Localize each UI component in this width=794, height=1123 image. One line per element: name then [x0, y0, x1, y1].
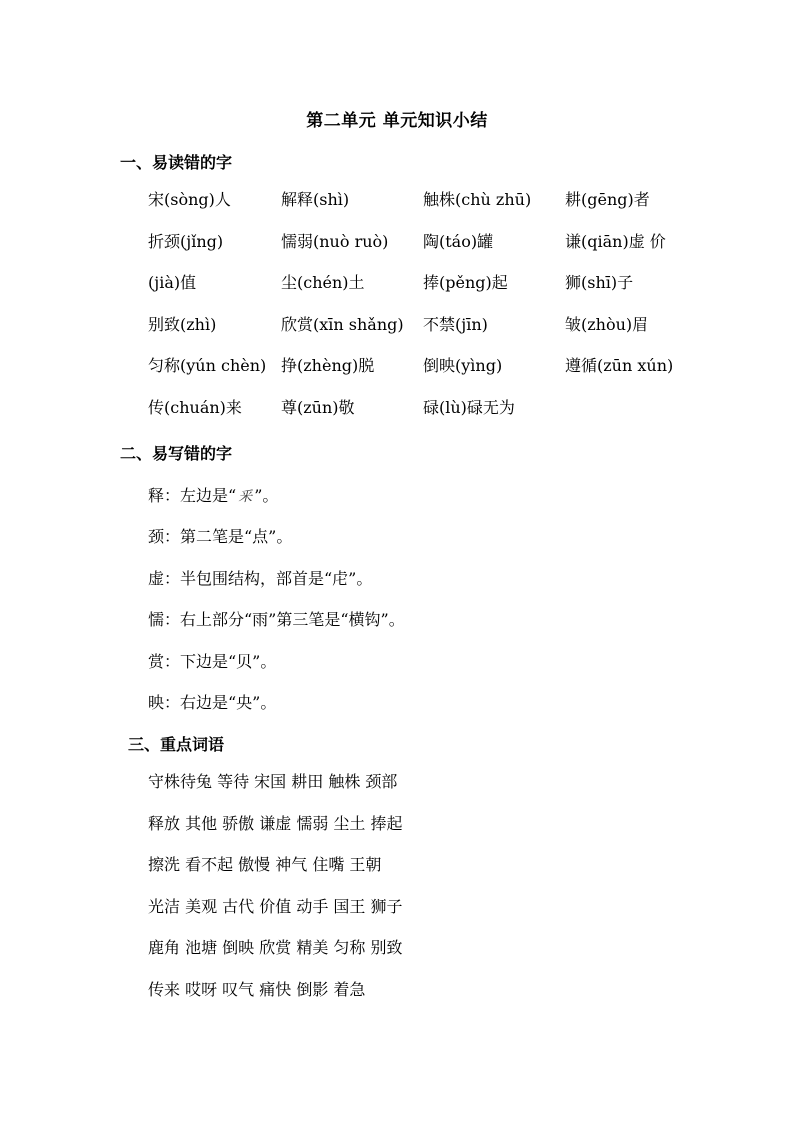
- pinyin-item: 传(chuán)来: [148, 397, 242, 417]
- miswritten-note: 赏：下边是“贝”。: [148, 652, 277, 671]
- miswritten-note: 懦：右上部分“雨”第三笔是“横钩”。: [148, 610, 405, 629]
- section-heading-key-words: 三、重点词语: [128, 735, 225, 754]
- pinyin-item: 狮(shī)子: [565, 273, 634, 293]
- note-text: ”。: [254, 486, 279, 505]
- pinyin-item: 尘(chén)土: [281, 273, 365, 293]
- miswritten-note: 映：右边是“央”。: [148, 693, 277, 712]
- key-words-list: [148, 770, 403, 1019]
- pinyin-item: 欣赏(xīn shǎng): [281, 314, 404, 334]
- pinyin-item: 碌(lù)碌无为: [423, 397, 515, 417]
- section-heading-misread: 一、易读错的字: [120, 153, 233, 172]
- section-heading-miswritten: 二、易写错的字: [120, 444, 233, 463]
- key-words-row: 传来 哎呀 叹气 痛快 倒影 着急: [148, 979, 366, 999]
- pinyin-item: 尊(zūn)敬: [281, 397, 355, 417]
- pinyin-item: 别致(zhì): [148, 314, 217, 334]
- pinyin-item: 挣(zhèng)脱: [281, 356, 375, 376]
- pinyin-item: 捧(pěng)起: [423, 273, 508, 293]
- key-words-row: 鹿角 池塘 倒映 欣赏 精美 匀称 别致: [148, 938, 403, 957]
- page-title: 第二单元 单元知识小结: [306, 111, 488, 131]
- note-text: 释：左边是“: [148, 486, 237, 505]
- pinyin-item: 遵循(zūn xún): [565, 356, 674, 376]
- miswritten-note: [148, 483, 278, 506]
- key-words-row: 光洁 美观 古代 价值 动手 国王 狮子: [148, 896, 403, 916]
- key-words-row: 释放 其他 骄傲 谦虚 懦弱 尘土 捧起: [148, 813, 403, 833]
- pinyin-item: 不禁(jīn): [423, 314, 488, 334]
- pinyin-item: 懦弱(nuò ruò): [281, 231, 389, 251]
- pinyin-item: 匀称(yún chèn): [148, 356, 267, 376]
- radical-glyph: 釆: [238, 489, 253, 505]
- pinyin-item: 折颈(jǐng): [148, 231, 224, 251]
- pinyin-item: 触株(chù zhū): [423, 190, 532, 209]
- key-words-row: 擦洗 看不起 傲慢 神气 住嘴 王朝: [148, 855, 382, 874]
- pinyin-item: 倒映(yìng): [423, 356, 503, 376]
- pinyin-item: 解释(shì): [281, 190, 350, 209]
- pinyin-item: 耕(gēng)者: [565, 190, 650, 209]
- pinyin-item: 皱(zhòu)眉: [565, 314, 649, 334]
- pinyin-item: 陶(táo)罐: [423, 231, 494, 251]
- pinyin-item: 谦(qiān)虚 价: [565, 231, 666, 251]
- miswritten-note: 颈：第二笔是“点”。: [148, 527, 293, 546]
- pinyin-item: (jià)值: [148, 273, 197, 293]
- pinyin-item: 宋(sòng)人: [148, 190, 231, 209]
- key-words-row: 守株待兔 等待 宋国 耕田 触株 颈部: [148, 772, 398, 791]
- misread-characters-grid: [148, 188, 708, 438]
- miswritten-note: 虚：半包围结构，部首是“虍”。: [148, 569, 373, 588]
- pinyin-item: [565, 396, 708, 438]
